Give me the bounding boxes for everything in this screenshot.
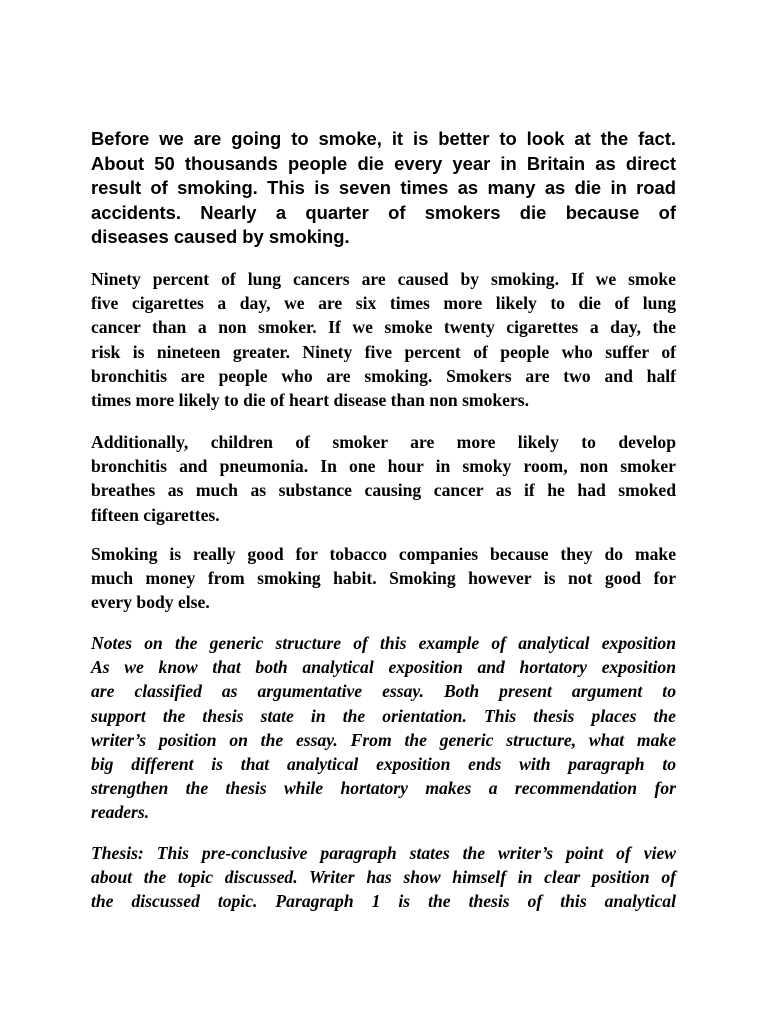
- paragraph-line: readers.: [91, 802, 150, 823]
- paragraph-line: bronchitis and pneumonia. In one hour in smoky room, non smoker: [91, 456, 676, 477]
- paragraph-line: every body else.: [91, 592, 210, 613]
- paragraph-line: five cigarettes a day, we are six times more likely to die of lung: [91, 293, 676, 314]
- paragraph-line: diseases caused by smoking.: [91, 226, 350, 247]
- paragraph-line: bronchitis are people who are smoking. Smokers are two and half: [91, 365, 676, 386]
- paragraph-line: About 50 thousands people die every year in Britain as direct: [91, 152, 676, 174]
- paragraph-line: much money from smoking habit. Smoking however is not good for: [91, 568, 676, 589]
- paragraph-line: are classified as argumentative essay. Both present argument to: [91, 681, 676, 702]
- paragraph-children: [91, 430, 676, 527]
- paragraph-line: cancer than a non smoker. If we smoke twenty cigarettes a day, the: [91, 317, 676, 338]
- paragraph-line: times more likely to die of heart disease than non smokers.: [91, 390, 530, 411]
- paragraph-line: fifteen cigarettes.: [91, 504, 220, 525]
- paragraph-line: strengthen the thesis while hortatory makes a recommendation for: [91, 778, 676, 799]
- paragraph-line: about the topic discussed. Writer has show himself in clear position of: [91, 867, 676, 888]
- paragraph-tobacco: [91, 542, 676, 615]
- paragraph-line: accidents. Nearly a quarter of smokers die because of: [91, 201, 676, 223]
- paragraph-line: big different is that analytical exposition ends with paragraph to: [91, 754, 676, 775]
- paragraph-line: Thesis: This pre-conclusive paragraph states the writer’s point of view: [91, 843, 676, 863]
- paragraph-line: As we know that both analytical exposition and hortatory exposition: [91, 657, 676, 678]
- paragraph-line: writer’s position on the essay. From the generic structure, what make: [91, 729, 676, 750]
- paragraph-notes: [91, 631, 676, 825]
- paragraph-line: Before we are going to smoke, it is better to look at the fact.: [91, 128, 676, 149]
- paragraph-line: the discussed topic. Paragraph 1 is the thesis of this analytical: [91, 891, 676, 912]
- paragraph-lung-cancer: [91, 267, 676, 412]
- paragraph-line: support the thesis state in the orientation. This thesis places the: [91, 705, 676, 726]
- paragraph-intro: [91, 127, 676, 250]
- paragraph-line: breathes as much as substance causing cancer as if he had smoked: [91, 480, 676, 501]
- paragraph-thesis: [91, 841, 676, 914]
- paragraph-line: risk is nineteen greater. Ninety five percent of people who suffer of: [91, 341, 676, 362]
- paragraph-line: Ninety percent of lung cancers are caused by smoking. If we smoke: [91, 269, 676, 289]
- paragraph-line: Smoking is really good for tobacco companies because they do make: [91, 544, 676, 564]
- paragraph-line: result of smoking. This is seven times as many as die in road: [91, 177, 676, 198]
- paragraph-line: Notes on the generic structure of this example of analytical exposition: [91, 633, 676, 653]
- paragraph-line: Additionally, children of smoker are more likely to develop: [91, 432, 676, 452]
